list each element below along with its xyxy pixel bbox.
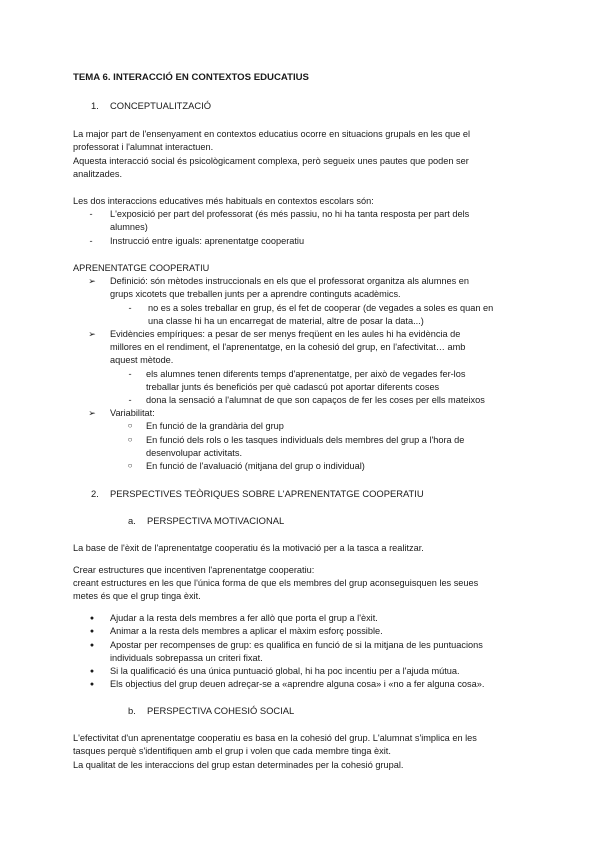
circle-bullet-icon: ○ xyxy=(127,421,133,430)
interaction-item-1-line-1: L'exposició per part del professorat (és més passiu, no hi ha tanta resposta per part dels xyxy=(110,209,470,219)
motivation-item-3-line-2: individuals sobrepassa un criteri fixat. xyxy=(110,653,263,663)
variability-item-2-line-2: desenvolupar activitats. xyxy=(146,448,243,458)
dot-bullet-icon: ● xyxy=(89,668,95,675)
section-1-number: 1. xyxy=(91,100,99,111)
section-1-heading: CONCEPTUALITZACIÓ xyxy=(110,100,212,111)
motivation-base: La base de l'èxit de l'aprenentatge cooperatiu és la motivació per a la tasca a realitzar. xyxy=(73,543,424,553)
circle-bullet-icon: ○ xyxy=(127,461,133,470)
variability-label: Variabilitat: xyxy=(110,408,155,418)
evidence-sub-2: dona la sensació a l'alumnat de que son capaços de fer les coses per ells mateixos xyxy=(146,395,485,405)
definition-sub-line-1: no es a soles treballar en grup, és el fet de cooperar (de vegades a soles es quan en xyxy=(148,303,494,313)
dot-bullet-icon: ● xyxy=(89,615,95,622)
interaction-item-2: Instrucció entre iguals: aprenentatge cooperatiu xyxy=(110,236,305,246)
dot-bullet-icon: ● xyxy=(89,681,95,688)
arrow-bullet-icon: ➢ xyxy=(88,329,96,339)
cooperative-heading: APRENENTATGE COOPERATIU xyxy=(73,263,210,273)
motivation-item-4: Si la qualificació és una única puntuació global, hi ha poc incentiu per a l'ajuda mútua. xyxy=(110,666,460,676)
variability-item-3: En funció de l'avaluació (mitjana del grup o individual) xyxy=(146,461,365,471)
section-2-number: 2. xyxy=(91,488,99,499)
intro-line-4: analitzades. xyxy=(73,169,123,179)
interaction-item-1-line-2: alumnes) xyxy=(110,222,148,232)
intro-line-3: Aquesta interacció social és psicològicament complexa, però segueix unes pautes que poden ser xyxy=(73,156,469,166)
intro-line-2: professorat i l'alumnat interactuen. xyxy=(73,142,214,152)
dash-bullet: - xyxy=(89,209,93,219)
motivation-crear-line-2: creant estructures en les que l'única forma de que els membres del grup aconseguisquen les seues xyxy=(73,578,479,588)
arrow-bullet-icon: ➢ xyxy=(88,276,96,286)
evidence-sub-1-line-2: treballar junts és beneficiós per què cadascú pot aportar diferents coses xyxy=(146,382,440,392)
dash-bullet: - xyxy=(128,369,132,379)
definition-line-2: grups xicotets que treballen junts per a aprendre continguts acadèmics. xyxy=(110,289,401,299)
evidence-line-3: aquest mètode. xyxy=(110,355,174,365)
evidence-line-2: millores en el rendiment, el l'aprenentatge, en la cohesió del grup, en l'afectivitat… amb xyxy=(110,342,466,352)
evidence-sub-1-line-1: els alumnes tenen diferents temps d'aprenentatge, per això de vegades fer-los xyxy=(146,369,466,379)
two-interactions-lead: Les dos interaccions educatives més habituals en contextos escolars són: xyxy=(73,196,374,206)
variability-item-1: En funció de la grandària del grup xyxy=(146,421,284,431)
document-title: TEMA 6. INTERACCIÓ EN CONTEXTOS EDUCATIUS xyxy=(73,72,309,83)
dash-bullet: - xyxy=(128,395,132,405)
section-2-heading: PERSPECTIVES TEÒRIQUES SOBRE L'APRENENTATGE COOPERATIU xyxy=(110,488,424,499)
cohesion-line-2: tasques perquè s'identifiquen amb el grup i volen que cada membre tinga èxit. xyxy=(73,746,391,756)
motivation-item-2: Animar a la resta dels membres a aplicar el màxim esforç possible. xyxy=(110,626,383,636)
circle-bullet-icon: ○ xyxy=(127,435,133,444)
variability-item-2-line-1: En funció dels rols o les tasques individuals dels membres del grup a l'hora de xyxy=(146,435,465,445)
dash-bullet: - xyxy=(128,303,132,313)
dot-bullet-icon: ● xyxy=(89,642,95,649)
subsection-b-heading: PERSPECTIVA COHESIÓ SOCIAL xyxy=(147,705,295,716)
dash-bullet: - xyxy=(89,236,93,246)
motivation-item-3-line-1: Apostar per recompenses de grup: es qualifica en funció de si la mitjana de les puntuacions xyxy=(110,640,483,650)
motivation-item-1: Ajudar a la resta dels membres a fer allò que porta el grup a l'èxit. xyxy=(110,613,378,623)
arrow-bullet-icon: ➢ xyxy=(88,408,96,418)
dot-bullet-icon: ● xyxy=(89,628,95,635)
motivation-crear-line-3: metes és que el grup tinga èxit. xyxy=(73,591,201,601)
definition-sub-line-2: una classe hi ha un encarregat de material, altre de posar la data...) xyxy=(148,316,424,326)
cohesion-line-1: L'efectivitat d'un aprenentatge cooperatiu es basa en la cohesió del grup. L'alumnat s'implica en les xyxy=(73,733,477,743)
evidence-line-1: Evidències empíriques: a pesar de ser menys freqüent en les aules hi ha evidència de xyxy=(110,329,461,339)
intro-line-1: La major part de l'ensenyament en contextos educatius ocorre en situacions grupals en les que el xyxy=(73,129,471,139)
subsection-b-letter: b. xyxy=(128,705,136,716)
motivation-item-5: Els objectius del grup deuen adreçar-se a «aprendre alguna cosa» i «no a fer alguna cosa». xyxy=(110,679,485,689)
definition-line-1: Definició: són mètodes instruccionals en els que el professorat organitza als alumnes en xyxy=(110,276,470,286)
subsection-a-letter: a. xyxy=(128,515,136,526)
cohesion-line-3: La qualitat de les interaccions del grup estan determinades per la cohesió grupal. xyxy=(73,760,404,770)
subsection-a-heading: PERSPECTIVA MOTIVACIONAL xyxy=(147,515,285,526)
motivation-crear-line-1: Crear estructures que incentiven l'aprenentatge cooperatiu: xyxy=(73,565,315,575)
